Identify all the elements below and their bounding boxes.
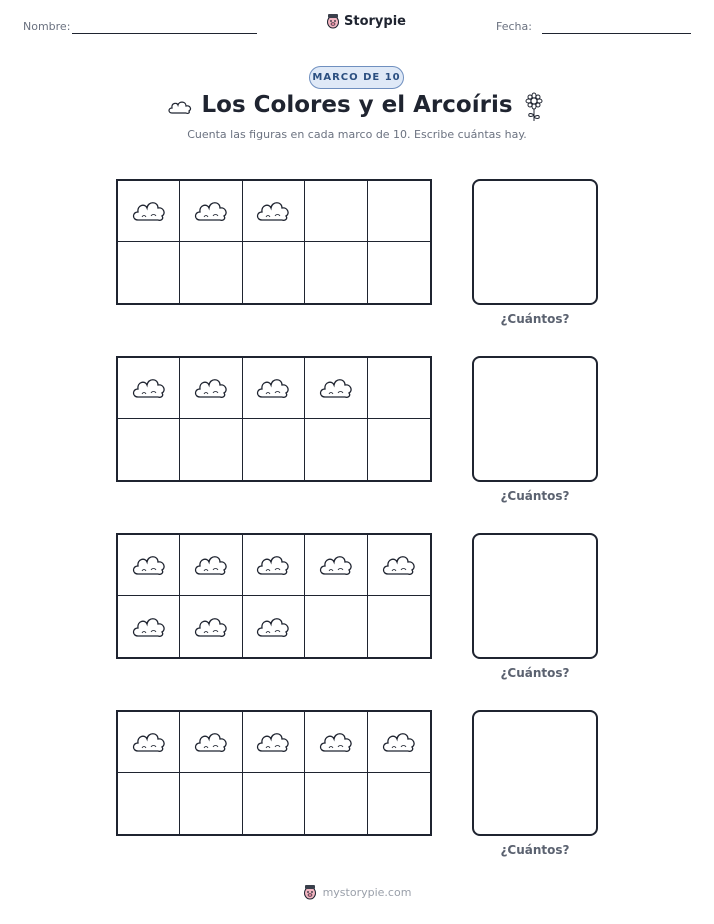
cloud-icon	[130, 374, 168, 402]
ten-frame-cell	[118, 358, 180, 419]
ten-frame-cell	[243, 535, 305, 596]
ten-frame-cell	[368, 535, 430, 596]
cloud-icon	[192, 613, 230, 641]
ten-frame-cell	[243, 712, 305, 773]
ten-frame	[116, 533, 432, 659]
ten-frame-cell	[368, 596, 430, 657]
ten-frame-cell	[305, 358, 367, 419]
ten-frame-cell	[305, 419, 367, 480]
cloud-icon	[317, 728, 355, 756]
name-label: Nombre:	[23, 20, 71, 33]
answer-box[interactable]	[472, 356, 598, 482]
answer-prompt: ¿Cuántos?	[500, 843, 570, 857]
cloud-icon	[254, 613, 292, 641]
ten-frame-cell	[243, 358, 305, 419]
cloud-icon	[317, 374, 355, 402]
answer-box[interactable]	[472, 533, 598, 659]
ten-frame-cell	[118, 419, 180, 480]
footer	[0, 884, 714, 900]
ten-frame-cell	[243, 773, 305, 834]
cloud-icon	[192, 728, 230, 756]
cloud-icon	[380, 551, 418, 579]
ten-frame-cell	[368, 358, 430, 419]
ten-frame-cell	[180, 419, 242, 480]
cloud-icon	[130, 197, 168, 225]
name-line[interactable]	[72, 33, 257, 34]
ten-frame-cell	[118, 773, 180, 834]
ten-frame-cell	[118, 596, 180, 657]
ten-frame-cell	[180, 181, 242, 242]
ten-frame-cell	[368, 419, 430, 480]
cloud-icon	[254, 374, 292, 402]
ten-frame-cell	[305, 535, 367, 596]
instructions: Cuenta las figuras en cada marco de 10. Escribe cuántas hay.	[187, 128, 527, 141]
cloud-icon	[192, 374, 230, 402]
answer-prompt: ¿Cuántos?	[500, 489, 570, 503]
ten-frame-cell	[243, 419, 305, 480]
ten-frame-cell	[180, 535, 242, 596]
ten-frame-cell	[118, 181, 180, 242]
date-line[interactable]	[542, 33, 691, 34]
ten-frame-cell	[180, 712, 242, 773]
page-title: Los Colores y el Arcoíris	[201, 92, 513, 118]
cloud-icon	[254, 197, 292, 225]
ten-frame-cell	[118, 712, 180, 773]
ten-frame-cell	[243, 181, 305, 242]
sunflower-icon	[522, 92, 546, 122]
ten-frame-cell	[305, 712, 367, 773]
ten-frame-cell	[368, 181, 430, 242]
answer-prompt: ¿Cuántos?	[500, 312, 570, 326]
cloud-icon	[192, 551, 230, 579]
ten-frame-cell	[243, 242, 305, 303]
pig-mascot-icon	[303, 884, 317, 900]
ten-frame	[116, 710, 432, 836]
cloud-icon	[380, 728, 418, 756]
cloud-icon	[130, 551, 168, 579]
ten-frame-cell	[305, 181, 367, 242]
cloud-icon	[192, 197, 230, 225]
ten-frame-cell	[368, 242, 430, 303]
ten-frame-cell	[305, 596, 367, 657]
ten-frame-cell	[180, 773, 242, 834]
ten-frame-cell	[305, 773, 367, 834]
cloud-icon	[130, 728, 168, 756]
answer-prompt: ¿Cuántos?	[500, 666, 570, 680]
ten-frame	[116, 179, 432, 305]
ten-frame-cell	[118, 242, 180, 303]
ten-frame-cell	[368, 773, 430, 834]
ten-frame-cell	[118, 535, 180, 596]
ten-frame-cell	[180, 242, 242, 303]
brand-name: Storypie	[344, 13, 406, 29]
brand-logo	[326, 13, 406, 29]
ten-frame-cell	[180, 358, 242, 419]
footer-url: mystorypie.com	[322, 885, 412, 899]
cloud-icon	[254, 728, 292, 756]
answer-box[interactable]	[472, 710, 598, 836]
cloud-icon	[254, 551, 292, 579]
ten-frame-cell	[243, 596, 305, 657]
pig-mascot-icon	[326, 13, 340, 29]
cloud-icon	[317, 551, 355, 579]
ten-frame	[116, 356, 432, 482]
ten-frame-cell	[180, 596, 242, 657]
ten-frame-cell	[368, 712, 430, 773]
cloud-icon	[130, 613, 168, 641]
date-label: Fecha:	[496, 20, 532, 33]
ten-frame-cell	[305, 242, 367, 303]
worksheet-badge: MARCO DE 10	[309, 66, 404, 89]
answer-box[interactable]	[472, 179, 598, 305]
